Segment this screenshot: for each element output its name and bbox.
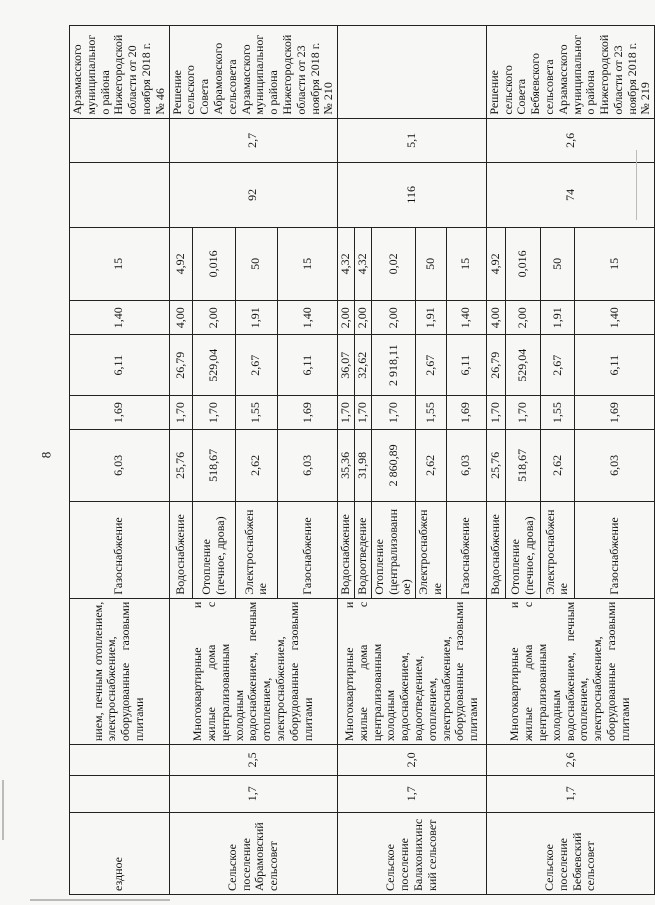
- value-cell: 4,00: [169, 301, 192, 335]
- value-cell: 1,70: [486, 396, 505, 430]
- housing-cell: Многоквартирные и жилые дома с централизованным холодным водоснабжением, печным отоплением, электроснабжением, оборудованные газовыми плитами: [486, 598, 655, 744]
- value-cell: 2 918,11: [371, 335, 415, 396]
- settlement-cell: Сельское поселение Бебяевский сельсовет: [486, 813, 655, 895]
- table-row: [70, 26, 170, 895]
- value-cell: 2,67: [235, 335, 278, 396]
- value-cell: 4,32: [354, 227, 371, 301]
- value-cell: 2,67: [416, 335, 447, 396]
- coef-cell: 1,7: [486, 775, 655, 812]
- value-cell: 25,76: [486, 430, 505, 501]
- settlement-cell: Сельское поселение Балахонихинский сельсовет: [338, 813, 487, 895]
- coef-cell: 2,0: [338, 745, 487, 775]
- coef-cell: 1,7: [338, 775, 487, 812]
- value-cell: 0,016: [192, 227, 235, 301]
- blank-cell: [70, 118, 170, 163]
- value-cell: 1,40: [70, 301, 170, 335]
- value-cell: 6,11: [575, 335, 655, 396]
- value-cell: 1,69: [575, 396, 655, 430]
- value-cell: 2,00: [192, 301, 235, 335]
- value-cell: 15: [70, 227, 170, 301]
- scan-artifact: [2, 780, 4, 840]
- value-cell: 26,79: [169, 335, 192, 396]
- p2-cell: 2,6: [486, 118, 655, 163]
- value-cell: 50: [540, 227, 575, 301]
- scan-artifact: [636, 150, 637, 220]
- service-cell: Газоснабжение: [278, 501, 338, 598]
- housing-cell: нием, печным отоплением, электроснабжением, оборудованные газовыми плитами: [70, 598, 170, 744]
- tariff-table: [69, 25, 655, 895]
- value-cell: 35,36: [338, 430, 355, 501]
- value-cell: 4,00: [486, 301, 505, 335]
- value-cell: 1,70: [338, 396, 355, 430]
- value-cell: 2,00: [371, 301, 415, 335]
- value-cell: 31,98: [354, 430, 371, 501]
- value-cell: 6,11: [446, 335, 486, 396]
- coef-cell: 2,5: [169, 745, 338, 775]
- value-cell: 4,32: [338, 227, 355, 301]
- decision-cell: [338, 26, 487, 119]
- value-cell: 50: [416, 227, 447, 301]
- value-cell: 0,02: [371, 227, 415, 301]
- value-cell: 1,70: [192, 396, 235, 430]
- value-cell: 1,40: [446, 301, 486, 335]
- tariff-table-sheet: [69, 25, 653, 895]
- value-cell: 2,00: [354, 301, 371, 335]
- scan-artifact: [30, 899, 170, 901]
- housing-cell: Многоквартирные и жилые дома с централизованным холодным водоснабжением, печным отоплением, электроснабжением, оборудованные газовыми плитами: [169, 598, 338, 744]
- service-cell: Отопление (централизованное): [371, 501, 415, 598]
- service-cell: Отопление (печное, дрова): [192, 501, 235, 598]
- value-cell: 2,62: [235, 430, 278, 501]
- service-cell: Электроснабжение: [235, 501, 278, 598]
- value-cell: 1,69: [446, 396, 486, 430]
- value-cell: 6,03: [278, 430, 338, 501]
- value-cell: 1,55: [540, 396, 575, 430]
- settlement-cell: Сельское поселение Абрамовский сельсовет: [169, 813, 338, 895]
- value-cell: 2 860,89: [371, 430, 415, 501]
- coef-cell: [70, 775, 170, 812]
- value-cell: 1,55: [235, 396, 278, 430]
- decision-cell: Решение сельского Совета Бебяевского сельсовета Арзамасского муниципального района Нижегородской области от 23 ноября 2018 г. № 219: [486, 26, 655, 119]
- value-cell: 6,11: [70, 335, 170, 396]
- value-cell: 1,70: [505, 396, 540, 430]
- value-cell: 1,40: [575, 301, 655, 335]
- p2-cell: 2,7: [169, 118, 338, 163]
- value-cell: 1,69: [278, 396, 338, 430]
- value-cell: 2,62: [540, 430, 575, 501]
- service-cell: Газоснабжение: [446, 501, 486, 598]
- settlement-cell: ездное: [70, 813, 170, 895]
- value-cell: 529,04: [505, 335, 540, 396]
- value-cell: 1,91: [540, 301, 575, 335]
- value-cell: 1,70: [169, 396, 192, 430]
- service-cell: Электроснабжение: [416, 501, 447, 598]
- service-cell: Отопление (печное, дрова): [505, 501, 540, 598]
- value-cell: 2,67: [540, 335, 575, 396]
- service-cell: Электроснабжение: [540, 501, 575, 598]
- value-cell: 6,03: [70, 430, 170, 501]
- p1-cell: 116: [338, 163, 487, 227]
- p2-cell: 5,1: [338, 118, 487, 163]
- value-cell: 518,67: [192, 430, 235, 501]
- value-cell: 1,40: [278, 301, 338, 335]
- blank-cell: [70, 163, 170, 227]
- value-cell: 36,07: [338, 335, 355, 396]
- service-cell: Водоснабжение: [169, 501, 192, 598]
- value-cell: 50: [235, 227, 278, 301]
- service-cell: Водоснабжение: [486, 501, 505, 598]
- value-cell: 1,70: [354, 396, 371, 430]
- value-cell: 4,92: [169, 227, 192, 301]
- value-cell: 1,70: [371, 396, 415, 430]
- value-cell: 4,92: [486, 227, 505, 301]
- table-row: [169, 26, 192, 895]
- decision-cell: Решение сельского Совета Абрамовского сельсовета Арзамасского муниципального района Нижегородской области от 23 ноября 2018 г. № 210: [169, 26, 338, 119]
- value-cell: 6,11: [278, 335, 338, 396]
- coef-cell: 1,7: [169, 775, 338, 812]
- page-number: 8: [38, 451, 54, 459]
- value-cell: 6,03: [575, 430, 655, 501]
- table-row: [486, 26, 505, 895]
- value-cell: 1,69: [70, 396, 170, 430]
- value-cell: 2,00: [505, 301, 540, 335]
- value-cell: 15: [575, 227, 655, 301]
- coef-cell: [70, 745, 170, 775]
- value-cell: 529,04: [192, 335, 235, 396]
- table-row: [338, 26, 355, 895]
- value-cell: 6,03: [446, 430, 486, 501]
- value-cell: 518,67: [505, 430, 540, 501]
- decision-cell: Арзамасского муниципального района Нижегородской области от 20 ноября 2018 г. № 46: [70, 26, 170, 119]
- value-cell: 2,00: [338, 301, 355, 335]
- value-cell: 26,79: [486, 335, 505, 396]
- value-cell: 25,76: [169, 430, 192, 501]
- value-cell: 1,91: [416, 301, 447, 335]
- value-cell: 0,016: [505, 227, 540, 301]
- value-cell: 15: [446, 227, 486, 301]
- service-cell: Газоснабжение: [575, 501, 655, 598]
- service-cell: Водоотведение: [354, 501, 371, 598]
- p1-cell: 74: [486, 163, 655, 227]
- service-cell: Газоснабжение: [70, 501, 170, 598]
- housing-cell: Многоквартирные и жилые дома с централизованным холодным водоснабжением, водоотведением, отоплением, электроснабжением, оборудованные газовыми плитами: [338, 598, 487, 744]
- value-cell: 1,55: [416, 396, 447, 430]
- value-cell: 2,62: [416, 430, 447, 501]
- value-cell: 15: [278, 227, 338, 301]
- coef-cell: 2,6: [486, 745, 655, 775]
- value-cell: 1,91: [235, 301, 278, 335]
- p1-cell: 92: [169, 163, 338, 227]
- service-cell: Водоснабжение: [338, 501, 355, 598]
- value-cell: 32,62: [354, 335, 371, 396]
